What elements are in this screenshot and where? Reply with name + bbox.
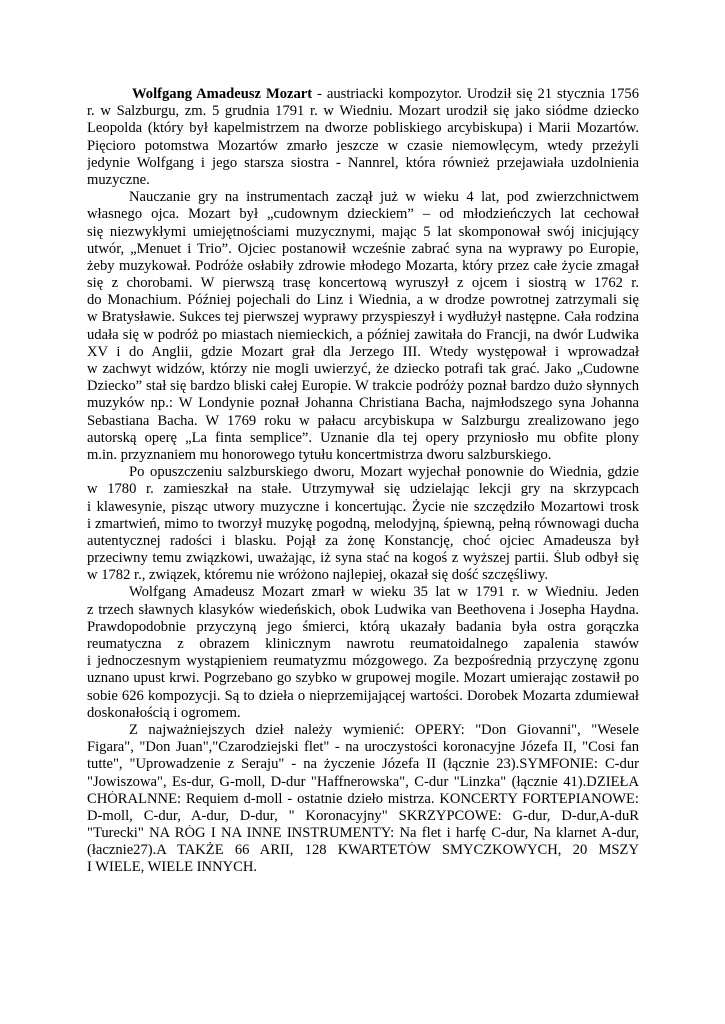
text-line: do Monachium. Później pojechali do Linz i Wiednia, a w drodze powrotnej zatrzymali się (87, 292, 639, 309)
text-line (87, 86, 639, 103)
paragraph-works (87, 722, 639, 877)
paragraph-childhood (87, 189, 639, 464)
text-line: doskonałością i ogromem. (87, 704, 241, 721)
paragraph-vienna (87, 464, 639, 584)
paragraph-death (87, 584, 639, 722)
text-line: Po opuszczeniu salzburskiego dworu, Mozart wyjechał ponownie do Wiednia, gdzie (129, 464, 639, 481)
text-line: uznano upust krwi. Pogrzebano go szybko w grupowej mogile. Mozart umierając zostawił po (87, 670, 639, 687)
text-line: w 1780 r. zamieszkał na stałe. Utrzymywał się udzielając lekcji gry na skrzypcach (87, 481, 639, 498)
text-line: muzyków np.: W Londynie poznał Johanna Christiana Bacha, najmłodszego syna Johanna (87, 395, 639, 412)
text-line: Dziecko” stał się bardzo bliski całej Europie. W trakcie podróży poznał bardzo dużo słynnych (87, 378, 639, 395)
text-line: i zmartwień, mimo to tworzył muzykę pogodną, melodyjną, śpiewną, pełną równowagi ducha (87, 515, 639, 532)
text-line: w 1782 r., związek, któremu nie wróżono najlepiej, okazał się dość szczęśliwy. (87, 567, 549, 584)
text-line: żeby muzykował. Podróże osłabiły zdrowie młodego Mozarta, który przez całe życie zmagał (87, 257, 639, 274)
text-line: w zachwyt widzów, którzy nie mogli uwierzyć, że dziecko potrafi tak grać. Jako „Cudowne (87, 361, 639, 377)
text-span: - austriacki kompozytor. Urodził się 21 stycznia 1756 (312, 86, 639, 102)
text-line: sobie 626 kompozycji. Są to dzieła o nieprzemijającej wartości. Dorobek Mozarta zdumiewał (87, 687, 639, 704)
text-line: reumatyczna z obrazem klinicznym nawrotu reumatoidalnego zapalenia stawów (87, 636, 639, 652)
text-line: własnego ojca. Mozart był „cudownym dzieckiem” – od młodzieńczych lat cechował (87, 206, 639, 223)
composer-name: Wolfgang Amadeusz Mozart (132, 86, 313, 102)
text-line: r. w Salzburgu, zm. 5 grudnia 1791 r. w Wiedniu. Mozart urodził się jako siódme dziecko (87, 103, 639, 120)
paragraph-biography-intro (87, 86, 639, 189)
text-line: jedynie Wolfgang i jego starsza siostra - Nannrel, która również przejawiała uzdolnienia (87, 154, 639, 171)
text-line: utwór, „Menuet i Trio”. Ojciec postanowił wcześnie zabrać syna na wyprawy po Europie, (87, 240, 639, 257)
text-line: I WIELE, WIELE INNYCH. (87, 859, 258, 876)
text-line: i klawesynie, pisząc utwory muzyczne i koncertując. Życie nie szczędziło Mozartowi trosk (87, 498, 639, 515)
text-line: autorską operę „La finta semplice”. Uznanie dla tej opery przyniosło mu obfite plony (87, 429, 639, 446)
text-line: XV i do Anglii, gdzie Mozart grał dla Jerzego III. Wtedy występował i wprowadzał (87, 343, 639, 360)
text-line: tutte", "Uprowadzenie z Seraju" - na życzenie Józefa II (łącznie 23).SYMFONIE: C-dur (87, 756, 639, 773)
text-line: z trzech sławnych klasyków wiedeńskich, obok Ludwika van Beethovena i Josepha Haydna. (87, 601, 639, 618)
text-line: przeciwny temu związkowi, uważając, iż syna stać na kogoś z wyższej partii. Ślub odbył się (87, 550, 639, 567)
text-line: się niezwykłymi umiejętnościami muzycznymi, mając 5 lat skomponował swój inicjujący (87, 223, 639, 240)
text-line: D-moll, C-dur, A-dur, D-dur, " Koronacyjny" SKRZYPCOWE: G-dur, D-dur,A-duR (87, 807, 639, 824)
text-line: muzyczne. (87, 171, 150, 188)
text-line: (łacznie27).A TAKŻE 66 ARII, 128 KWARTETÓW SMYCZKOWYCH, 20 MSZY (87, 842, 639, 859)
text-line: autentycznej radości i blasku. Pojął za żonę Konstancję, choć ojciec Amadeusza był (87, 532, 639, 549)
text-line: Z najważniejszych dzieł należy wymienić: OPERY: "Don Giovanni", "Wesele (129, 721, 639, 738)
text-line: udała się w podróż po miastach niemieckich, a później zawitała do Francji, na dwór Ludwika (87, 326, 639, 343)
text-line: CHÓRALNNE: Requiem d-moll - ostatnie dzieło mistrza. KONCERTY FORTEPIANOWE: (87, 790, 639, 807)
document-body (87, 86, 639, 877)
text-line: w Bratysławie. Sukces tej pierwszej wyprawy przyspieszył i wydłużył następne. Cała rodzina (87, 309, 639, 326)
text-line: Pięcioro potomstwa Mozartów zmarło jeszcze w czasie niemowlęcym, wtedy przeżyli (87, 137, 639, 154)
text-line: "Jowiszowa", Es-dur, G-moll, D-dur "Haffnerowska", C-dur "Linzka" (łącznie 41).DZIEŁA (87, 773, 639, 790)
text-line: Figara", "Don Juan","Czarodziejski flet" - na uroczystości koronacyjne Józefa II, "Cosi fan (87, 739, 639, 756)
text-line: Nauczanie gry na instrumentach zaczął już w wieku 4 lat, pod zwierzchnictwem (129, 189, 639, 206)
text-line: Leopolda (który był kapelmistrzem na dworze pobliskiego arcybiskupa) i Marii Mozartów. (87, 120, 639, 137)
text-line: "Turecki" NA RÓG I NA INNE INSTRUMENTY: Na flet i harfę C-dur, Na klarnet A-dur, (87, 825, 639, 842)
text-line: m.in. przyznaniem mu honorowego tytułu koncertmistrza dworu salzburskiego. (87, 446, 552, 463)
text-line: Prawdopodobnie przyczyną jego śmierci, którą ukazały badania była ostra gorączka (87, 618, 639, 635)
text-line: się z chorobami. W pierwszą trasę koncertową wyruszył z ojcem i siostrą w 1762 r. (87, 275, 639, 292)
text-line: i jednoczesnym wystąpieniem reumatyzmu mózgowego. Za bezpośrednią przyczynę zgonu (87, 653, 639, 670)
text-line: Sebastiana Bacha. W 1769 roku w pałacu arcybiskupa w Salzburgu zrealizowano jego (87, 412, 639, 429)
text-line: Wolfgang Amadeusz Mozart zmarł w wieku 35 lat w 1791 r. w Wiedniu. Jeden (129, 584, 639, 601)
